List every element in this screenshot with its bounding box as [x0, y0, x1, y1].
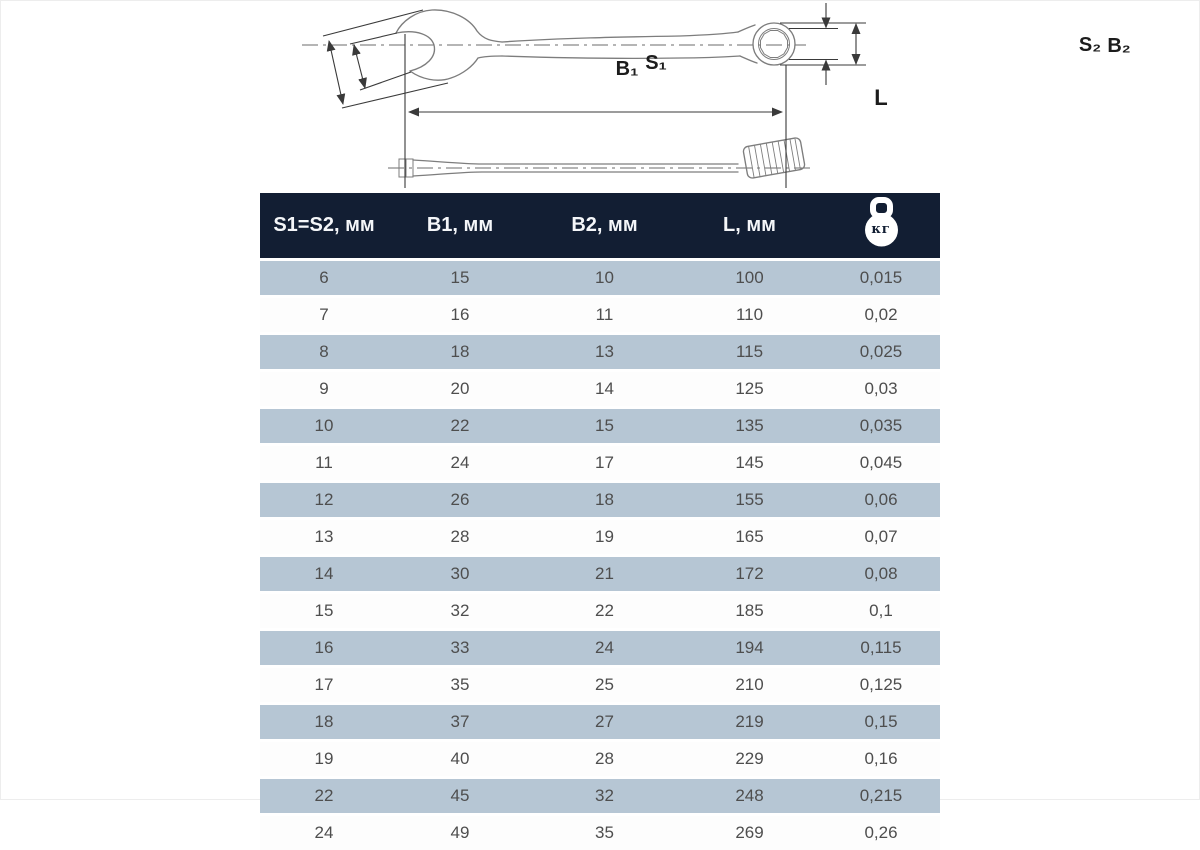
- table-cell: 35: [388, 667, 532, 704]
- table-row: [260, 741, 940, 778]
- table-cell: 100: [677, 260, 822, 297]
- table-row: [260, 297, 940, 334]
- table-cell: 24: [532, 630, 677, 667]
- table-row: [260, 408, 940, 445]
- table-cell: 32: [388, 593, 532, 630]
- table-cell: 0,07: [822, 519, 940, 556]
- spec-table-body: [260, 260, 940, 850]
- table-cell: 155: [677, 482, 822, 519]
- table-cell: 20: [388, 371, 532, 408]
- table-cell: 26: [388, 482, 532, 519]
- table-row: [260, 371, 940, 408]
- table-cell: 12: [260, 482, 388, 519]
- table-cell: 28: [532, 741, 677, 778]
- table-cell: 37: [388, 704, 532, 741]
- table-cell: 110: [677, 297, 822, 334]
- table-row: [260, 556, 940, 593]
- table-cell: 24: [260, 815, 388, 850]
- table-cell: 25: [532, 667, 677, 704]
- table-cell: 40: [388, 741, 532, 778]
- table-cell: 0,035: [822, 408, 940, 445]
- table-cell: 210: [677, 667, 822, 704]
- table-cell: 125: [677, 371, 822, 408]
- table-cell: 17: [532, 445, 677, 482]
- table-cell: 0,02: [822, 297, 940, 334]
- table-cell: 194: [677, 630, 822, 667]
- table-cell: 0,045: [822, 445, 940, 482]
- table-cell: 229: [677, 741, 822, 778]
- table-row: [260, 482, 940, 519]
- table-cell: 18: [388, 334, 532, 371]
- table-cell: 13: [260, 519, 388, 556]
- table-cell: 35: [532, 815, 677, 850]
- dim-label-s2: S₂: [1079, 35, 1101, 55]
- table-cell: 135: [677, 408, 822, 445]
- table-cell: 145: [677, 445, 822, 482]
- table-cell: 18: [532, 482, 677, 519]
- table-row: [260, 815, 940, 850]
- table-cell: 0,215: [822, 778, 940, 815]
- col-header-l: L, мм: [677, 193, 822, 260]
- table-row: [260, 704, 940, 741]
- table-cell: 115: [677, 334, 822, 371]
- table-cell: 32: [532, 778, 677, 815]
- dim-label-l: L: [874, 87, 887, 109]
- kg-kettlebell-icon: [860, 196, 902, 250]
- table-cell: 17: [260, 667, 388, 704]
- table-cell: 11: [532, 297, 677, 334]
- table-header-row: [260, 193, 940, 260]
- dim-label-b1: B₁: [616, 59, 639, 79]
- table-cell: 19: [260, 741, 388, 778]
- table-cell: 19: [532, 519, 677, 556]
- table-row: [260, 593, 940, 630]
- table-row: [260, 519, 940, 556]
- table-cell: 219: [677, 704, 822, 741]
- table-cell: 0,06: [822, 482, 940, 519]
- table-cell: 16: [388, 297, 532, 334]
- wrench-drawing-svg: [280, 0, 880, 192]
- table-cell: 18: [260, 704, 388, 741]
- table-cell: 0,15: [822, 704, 940, 741]
- table-row: [260, 445, 940, 482]
- table-cell: 16: [260, 630, 388, 667]
- table-cell: 15: [388, 260, 532, 297]
- table-row: [260, 667, 940, 704]
- table-cell: 7: [260, 297, 388, 334]
- table-cell: 6: [260, 260, 388, 297]
- table-cell: 0,1: [822, 593, 940, 630]
- table-row: [260, 778, 940, 815]
- table-cell: 15: [532, 408, 677, 445]
- table-cell: 0,16: [822, 741, 940, 778]
- table-cell: 45: [388, 778, 532, 815]
- kg-label: кг: [860, 222, 902, 237]
- table-cell: 248: [677, 778, 822, 815]
- wrench-technical-drawing: [0, 0, 1200, 193]
- table-cell: 269: [677, 815, 822, 850]
- table-cell: 10: [532, 260, 677, 297]
- table-cell: 0,26: [822, 815, 940, 850]
- table-cell: 27: [532, 704, 677, 741]
- table-cell: 15: [260, 593, 388, 630]
- table-cell: 13: [532, 334, 677, 371]
- table-cell: 14: [260, 556, 388, 593]
- col-header-b1: B1, мм: [388, 193, 532, 260]
- table-cell: 21: [532, 556, 677, 593]
- table-cell: 22: [532, 593, 677, 630]
- table-cell: 0,025: [822, 334, 940, 371]
- table-cell: 22: [260, 778, 388, 815]
- table-cell: 30: [388, 556, 532, 593]
- table-cell: 0,03: [822, 371, 940, 408]
- table-row: [260, 260, 940, 297]
- table-cell: 24: [388, 445, 532, 482]
- col-header-weight: [822, 193, 940, 260]
- table-row: [260, 630, 940, 667]
- dim-label-b2: B₂: [1107, 36, 1130, 56]
- table-cell: 8: [260, 334, 388, 371]
- dim-label-s1: S₁: [645, 53, 667, 73]
- table-cell: 10: [260, 408, 388, 445]
- table-cell: 14: [532, 371, 677, 408]
- spec-table: [260, 193, 940, 850]
- table-cell: 165: [677, 519, 822, 556]
- table-row: [260, 334, 940, 371]
- table-cell: 0,115: [822, 630, 940, 667]
- col-header-b2: B2, мм: [532, 193, 677, 260]
- table-cell: 33: [388, 630, 532, 667]
- table-cell: 22: [388, 408, 532, 445]
- col-header-s1s2: S1=S2, мм: [260, 193, 388, 260]
- table-cell: 49: [388, 815, 532, 850]
- table-cell: 9: [260, 371, 388, 408]
- table-cell: 0,08: [822, 556, 940, 593]
- table-cell: 172: [677, 556, 822, 593]
- table-cell: 185: [677, 593, 822, 630]
- table-cell: 0,125: [822, 667, 940, 704]
- table-cell: 28: [388, 519, 532, 556]
- table-cell: 0,015: [822, 260, 940, 297]
- table-cell: 11: [260, 445, 388, 482]
